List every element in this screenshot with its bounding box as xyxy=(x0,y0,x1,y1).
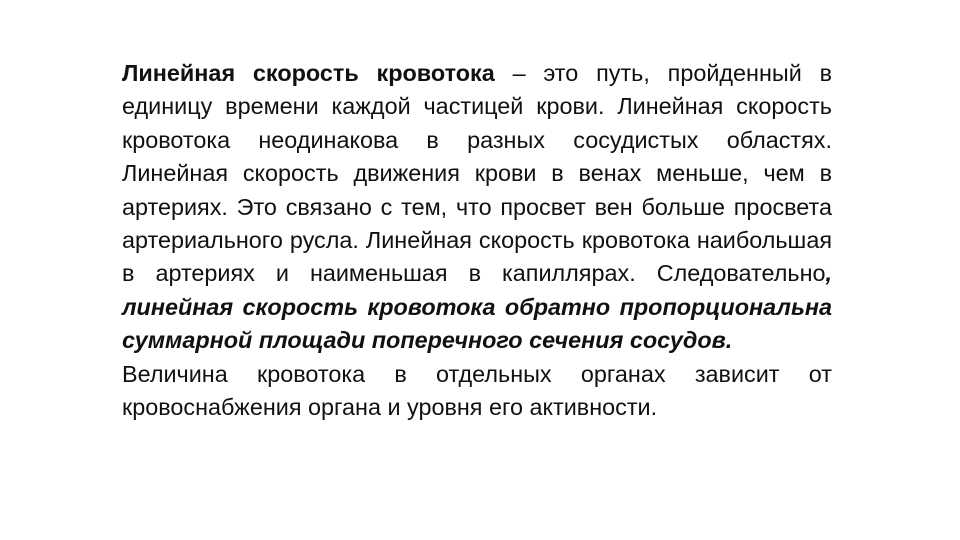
text-block xyxy=(122,57,832,424)
term-linear-blood-flow-velocity: Линейная скорость кровотока xyxy=(122,60,495,86)
inverse-proportion-statement: , линейная скорость кровотока обратно пропорциональна суммарной площади поперечного сечения сосудов. xyxy=(122,260,832,354)
definition-text: – это путь, пройденный в единицу времени каждой частицей крови. Линейная скорость кровотока неодинакова в разных сосудистых областях. Линейная скорость движения крови в венах меньше, чем в артериях. Это связано с тем, что просвет вен больше просвета артериального русла. Линейная скорость кровотока наибольшая в артериях и наименьшая в капиллярах. Следовательно xyxy=(122,60,833,287)
definition-paragraph xyxy=(122,57,832,358)
organ-blood-flow-paragraph: Величина кровотока в отдельных органах зависит от кровоснабжения органа и уровня его активности. xyxy=(122,360,832,421)
